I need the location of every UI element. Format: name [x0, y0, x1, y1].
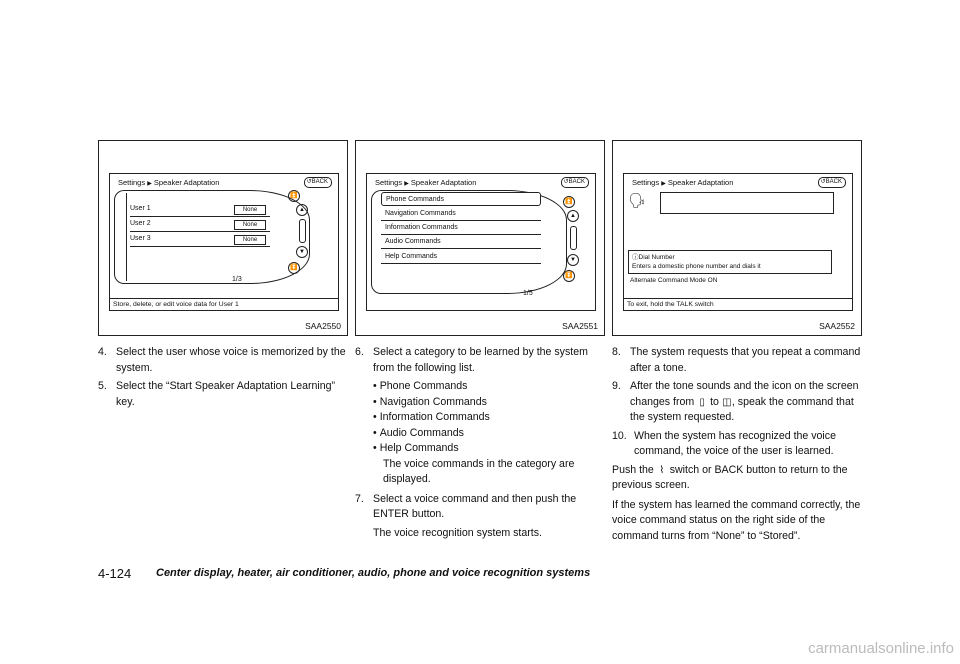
scroll-top-icon[interactable]: ⏫	[563, 196, 575, 208]
text-column-3	[612, 345, 862, 548]
status-badge: None	[234, 205, 266, 215]
text-column-1	[98, 345, 348, 413]
back-arrow-icon: ↺	[563, 179, 569, 185]
step-9: 9. After the tone sounds and the icon on the screen changes from ▯ to ◫, speak the command that the system requested.	[612, 380, 859, 423]
figure-categories	[355, 140, 605, 336]
screen-voice-command	[623, 173, 853, 311]
step-6: 6. Select a category to be learned by the system from the following list.	[355, 346, 588, 374]
category-audio[interactable]: Audio Commands	[381, 235, 541, 249]
step-8: 8. The system requests that you repeat a command after a tone.	[612, 346, 861, 374]
status-badge: None	[234, 235, 266, 245]
alt-command-mode: Alternate Command Mode ON	[630, 277, 718, 284]
mic-icon: ▯	[699, 396, 705, 408]
step-7: 7. Select a voice command and then push the ENTER button.	[355, 492, 577, 520]
scrollbar[interactable]	[570, 226, 577, 250]
step-10: 10. When the system has recognized the voice command, the voice of the user is learned.	[612, 429, 836, 457]
screen-title: Settings ▶ Speaker Adaptation	[118, 178, 220, 187]
category-navigation[interactable]: Navigation Commands	[381, 207, 541, 221]
scroll-bottom-icon[interactable]: ⏬	[563, 270, 575, 282]
page-indicator: 1/5	[523, 290, 533, 297]
info-icon: ⓘ	[632, 254, 639, 261]
figure-caption: SAA2552	[819, 321, 855, 331]
watermark: carmanualsonline.info	[808, 640, 954, 657]
status-badge: None	[234, 220, 266, 230]
screen-footer: To exit, hold the TALK switch	[624, 298, 852, 310]
back-arrow-icon: ↺	[306, 179, 312, 185]
category-phone[interactable]: Phone Commands	[381, 192, 541, 206]
arrow-icon: ▶	[147, 181, 152, 187]
scroll-down-icon[interactable]: ▼	[296, 246, 308, 258]
back-button[interactable]: ↺BACK	[304, 177, 332, 188]
category-help[interactable]: Help Commands	[381, 250, 541, 264]
command-info-box: ⓘDial Number Enters a domestic phone number and dials it	[628, 250, 832, 274]
screen-title: Settings ▶ Speaker Adaptation	[375, 178, 477, 187]
step-5: 5. Select the “Start Speaker Adaptation Learning” key.	[98, 380, 336, 408]
back-button[interactable]: ↺BACK	[561, 177, 589, 188]
talk-switch-icon: ⌇	[659, 464, 665, 476]
list-left-margin	[116, 193, 127, 281]
figure-voice-command	[612, 140, 862, 336]
arrow-icon: ▶	[404, 181, 409, 187]
arrow-icon: ▶	[661, 181, 666, 187]
list-item: • Navigation Commands	[355, 395, 605, 411]
scroll-bottom-icon[interactable]: ⏬	[288, 262, 300, 274]
step-4: 4. Select the user whose voice is memorized by the system.	[98, 346, 346, 374]
user-row-2[interactable]: User 2 None	[130, 217, 270, 232]
scroll-up-icon[interactable]: ▲	[567, 210, 579, 222]
user-row-1[interactable]: User 1 None	[130, 202, 270, 217]
figure-caption: SAA2551	[562, 321, 598, 331]
screen-title: Settings ▶ Speaker Adaptation	[632, 178, 734, 187]
screen-user-list	[109, 173, 339, 311]
learned-paragraph: If the system has learned the command correctly, the voice command status on the right side of the command turns from “None” to “Stored”.	[612, 498, 861, 542]
figure-caption: SAA2550	[305, 321, 341, 331]
screen-categories	[366, 173, 596, 311]
step-7-note: The voice recognition system starts.	[373, 526, 542, 539]
list-item: • Help Commands	[355, 441, 605, 457]
screen-footer: Store, delete, or edit voice data for User 1	[110, 298, 338, 310]
scroll-up-icon[interactable]: ▲	[296, 204, 308, 216]
push-paragraph: Push the ⌇ switch or BACK button to return to the previous screen.	[612, 463, 848, 491]
list-item: • Information Commands	[355, 410, 605, 426]
back-button[interactable]: ↺BACK	[818, 177, 846, 188]
list-item: • Audio Commands	[355, 426, 605, 442]
bullet-note: The voice commands in the category are displayed.	[383, 457, 575, 485]
voice-speak-icon: 🗣	[628, 192, 646, 208]
recognition-display	[660, 192, 834, 214]
scroll-top-icon[interactable]: ⏫	[288, 190, 300, 202]
section-title: Center display, heater, air conditioner, audio, phone and voice recognition systems	[156, 567, 591, 579]
scroll-down-icon[interactable]: ▼	[567, 254, 579, 266]
page-indicator: 1/3	[232, 276, 242, 283]
list-item: • Phone Commands	[355, 379, 605, 395]
scrollbar[interactable]	[299, 219, 306, 243]
figure-user-list	[98, 140, 348, 336]
text-column-2	[355, 345, 605, 541]
user-row-3[interactable]: User 3 None	[130, 232, 270, 247]
back-arrow-icon: ↺	[820, 179, 826, 185]
page-number: 4-124	[98, 566, 132, 581]
category-information[interactable]: Information Commands	[381, 221, 541, 235]
speak-icon: ◫	[722, 396, 732, 408]
